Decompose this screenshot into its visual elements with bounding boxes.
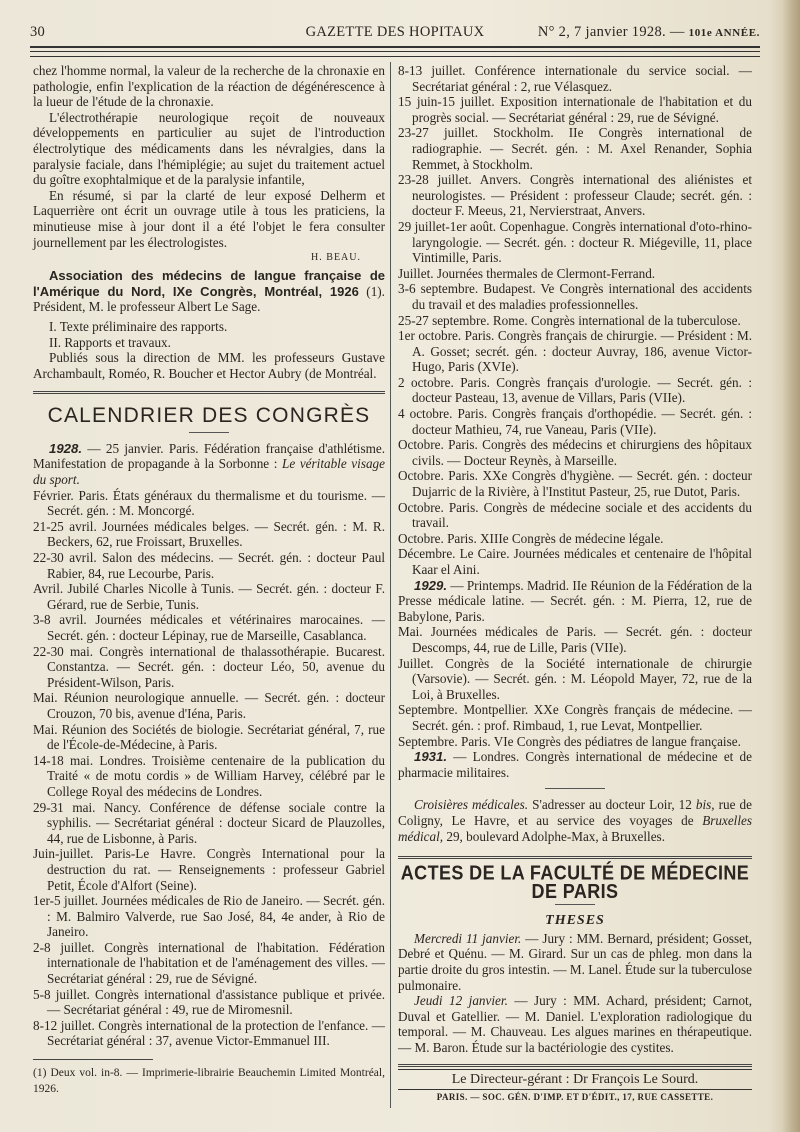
croisieres-heading: Croisières médicales. (414, 797, 529, 813)
association-item: I. Texte préliminaire des rapports. (49, 318, 228, 334)
calendar-entry: 3-8 avril. Journées médicales et vétérinaires marocaines. — Secrét. gén. : docteur Lépinay, rue de Marseille, Casablanca. (33, 612, 385, 643)
footer-rule (398, 1064, 752, 1067)
calendar-entry: Mai. Réunion neurologique annuelle. — Secrét. gén. : docteur Crouzon, 70 bis, avenue d'Iéna, Paris. (33, 690, 385, 721)
page-number: 30 (30, 24, 46, 40)
calendar-entry: Décembre. Le Caire. Journées médicales et centenaire de l'hôpital Kaar el Aini. (398, 546, 752, 577)
calendar-entry (398, 749, 752, 780)
gerant-box (398, 1069, 752, 1091)
calendar-entry: Juin-juillet. Paris-Le Havre. Congrès International pour la destruction du rat. — Renseignements : professeur Gabriel Petit, École d'Alfort (Seine). (33, 846, 385, 893)
calendar-entry: Octobre. Paris. Congrès des médecins et chirurgiens des hôpitaux civils. — Docteur Reynès, à Marseille. (398, 437, 752, 468)
entry-text: — Printemps. Madrid. IIe Réunion de la Fédération de la Presse médicale latine. — Secrét. gén. : M. Pierra, 12, rue de Babylone, Paris. (398, 577, 752, 624)
calendar-title: CALENDRIER DES CONGRÈS (47, 404, 371, 428)
header-rule-thin-2 (30, 56, 760, 57)
croisieres-paragraph (398, 797, 752, 844)
imprimerie-line: PARIS. — SOC. GÉN. D'IMP. ET D'ÉDIT., 17, RUE CASSETTE. (436, 1092, 714, 1103)
calendar-entry: Mai. Journées médicales de Paris. — Secrét. gén. : docteur Descomps, 44, rue de Lille, Paris (VIIe). (398, 624, 752, 655)
calendar-entry: 8-12 juillet. Congrès international de la protection de l'enfance. — Secrétariat général : 37, avenue Victor-Emmanuel III. (33, 1017, 385, 1049)
croisieres-bis: bis, (695, 797, 715, 813)
croisieres-text: rue de Coligny, Le Havre, et au service des voyages de (398, 797, 752, 828)
title-rule (555, 904, 595, 905)
calendar-entry: 21-25 avril. Journées médicales belges. — Secrét. gén. : M. R. Beckers, 62, rue Froissart, Bruxelles. (33, 518, 385, 550)
gerant-line: Le Directeur-gérant : Dr François Le Sourd. (451, 1071, 699, 1087)
calendar-entry: 8-13 juillet. Conférence internationale du service social. — Secrétariat général : 2, rue Vélasquez. (398, 63, 752, 94)
calendar-entry: Septembre. Montpellier. XXe Congrès français de médecine. — Secrét. gén. : prof. Rimbaud, 1, rue Levat, Montpellier. (398, 702, 752, 733)
calendar-entry (398, 578, 752, 625)
footnote-rule (33, 1059, 153, 1060)
issue-number: N° 2, 7 janvier 1928. — (537, 24, 685, 40)
calendar-entry: 25-27 septembre. Rome. Congrès international de la tuberculose. (398, 312, 741, 328)
entry-text: — Londres. Congrès international de médecine et de pharmacie militaires. (398, 749, 752, 780)
separator-rule (545, 788, 605, 789)
association-publication: Publiés sous la direction de MM. les professeurs Gustave Archambault, Roméo, R. Boucher et Hector Aubry (de Montréal. (33, 350, 385, 381)
calendar-entry: Octobre. Paris. Congrès de médecine sociale et des accidents du travail. (398, 499, 752, 531)
theses-text: — Jury : MM. Bernard, président; Gosset, Debré et Quénu. — M. Girard. Sur un cas de phleg. mon dans la partie droite du gros intestin. — M. Lanel. Étude sur la tuberculose pulmonaire. (398, 930, 752, 993)
calendar-entry: Octobre. Paris. XXe Congrès d'hygiène. — Secrét. gén. : docteur Dujarric de la Rivière, à l'Institut Pasteur, 25, rue Dutot, Paris. (398, 468, 752, 500)
theses-entry (398, 993, 752, 1055)
calendar-entry: Avril. Jubilé Charles Nicolle à Tunis. — Secrét. gén. : docteur F. Gérard, rue de Serbie, Tunis. (33, 581, 385, 612)
theses-date: Mercredi 11 janvier. (414, 930, 522, 946)
issue-year: 101e ANNÉE. (688, 27, 760, 39)
page-header (30, 24, 760, 42)
page-edge-shadow (782, 0, 800, 1132)
calendar-entry: 23-27 juillet. Stockholm. IIe Congrès international de radiographie. — Secrét. gén. : M. Axel Renander, Sophia Remmet, à Stockholm. (398, 125, 752, 172)
calendar-entry: 1er octobre. Paris. Congrès français de chirurgie. — Président : M. A. Gosset; secrét. gén. : docteur Auvray, 186, avenue Victor-Hugo, Paris (XVIe). (398, 328, 752, 375)
association-entry (33, 268, 385, 315)
calendar-entry: 14-18 mai. Londres. Troisième centenaire de la publication du Traité « de motu cordis » de William Harvey, célébré par le College Royal des médecins de Londres. (33, 752, 385, 799)
calendar-entry: Juillet. Journées thermales de Clermont-Ferrand. (398, 265, 656, 281)
header-rule-thin (30, 51, 760, 52)
year-heading: 1928. (49, 440, 83, 456)
association-title: Association des médecins de langue française de l'Amérique du Nord, IXe Congrès, Montréal, 1926 (33, 268, 385, 299)
calendar-entry: 29-31 mai. Nancy. Conférence de défense sociale contre la syphilis. — Secrétariat général : docteur Sicard de Plauzolles, 44, rue de Lisbonne, à Paris. (33, 799, 385, 846)
calendar-entry: 2 octobre. Paris. Congrès français d'urologie. — Secrét. gén. : docteur Pasteau, 13, avenue de Villars, Paris (VIIe). (398, 374, 752, 406)
footnote: (1) Deux vol. in-8. — Imprimerie-librairie Beauchemin Limited Montréal, 1926. (33, 1067, 385, 1095)
left-column (33, 63, 385, 1097)
calendar-entry (33, 441, 385, 488)
association-president: (1). Président, M. le professeur Albert Le Sage. (33, 283, 385, 315)
section-rule (33, 391, 385, 394)
calendar-entry: 22-30 mai. Congrès international de thalassothérapie. Bucarest. Constantza. — Secrét. gén. : docteur Léo, 50, avenue du Président-Wilson, Paris. (33, 643, 385, 690)
calendar-entries-1929 (398, 624, 752, 749)
review-paragraph: chez l'homme normal, la valeur de la recherche de la chronaxie en pathologie, enfin l'explication de la réaction de dégénérescence à la lueur de l'étude de la chronaxie. (33, 63, 385, 110)
theses-date: Jeudi 12 janvier. (414, 993, 508, 1009)
author-signature: H. BEAU. (311, 252, 361, 264)
calendar-entry: 2-8 juillet. Congrès international de l'habitation. Fédération internationale de l'habitation et de l'aménagement des villes. — Secrétariat général : 29, rue de Sévigné. (33, 939, 385, 987)
calendar-entry: 23-28 juillet. Anvers. Congrès international des aliénistes et neurologistes. — Président : professeur Claude; secrét. gén. : docteur F. Meeus, 21, Nervierstraat, Anvers. (398, 172, 752, 219)
calendar-entry: 5-8 juillet. Congrès international d'assistance publique et privée. — Secrétariat général : 49, rue de Miromesnil. (33, 986, 385, 1018)
theses-text: — Jury : MM. Achard, président; Carnot, Duval et Gatellier. — M. Daniel. L'exploration radiologique du temporal. — M. Chauveau. Les algues marines en thérapeutique. — M. Baron. Étude sur la bactériologie des cystites. (398, 993, 753, 1056)
calendar-entry: 15 juin-15 juillet. Exposition internationale de l'habitation et du progrès social. — Secrétariat général : 29, rue de Sévigné. (398, 94, 752, 125)
croisieres-text: 29, boulevard Adolphe-Max, à Bruxelles. (443, 828, 665, 844)
calendar-entry: Octobre. Paris. XIIIe Congrès de médecine légale. (398, 530, 664, 546)
calendar-entry: Mai. Réunion des Sociétés de biologie. Secrétariat général, 7, rue de l'École-de-Médecine, à Paris. (33, 721, 385, 753)
year-heading: 1929. (414, 577, 448, 593)
entry-italic: Le véritable visage du sport. (33, 456, 385, 488)
calendar-entries-right (398, 63, 752, 578)
theses-entry (398, 931, 752, 993)
year-heading: 1931. (414, 749, 448, 765)
entry-text: — 25 janvier. Paris. Fédération française d'athlétisme. Manifestation de propagande à la Sorbonne : (33, 440, 385, 472)
croisieres-text: S'adresser au docteur Loir, 12 (528, 797, 696, 813)
header-rule (30, 46, 760, 48)
review-paragraph: En résumé, si par la clarté de leur exposé Delherm et Laquerrière ont écrit un ouvrage utile à tous les praticiens, la minutieuse mise à jour dont il a été l'objet le fera consulter journellement par les électrologistes. (33, 187, 385, 250)
calendar-entries-left (33, 488, 385, 1049)
calendar-entry: 1er-5 juillet. Journées médicales de Rio de Janeiro. — Secrét. gén. : M. Balmiro Valverde, rue Sao José, 84, 4e ander, à Rio de Janeiro. (33, 893, 385, 940)
section-rule (398, 856, 752, 859)
faculte-title: ACTES DE LA FACULTÉ DE MÉDECINE DE PARIS (400, 861, 750, 903)
signature-line (33, 250, 385, 265)
right-column (398, 63, 752, 1106)
calendar-entry: 3-6 septembre. Budapest. Ve Congrès international des accidents du travail et des maladies professionnelles. (398, 281, 752, 312)
calendar-entry: 22-30 avril. Salon des médecins. — Secrét. gén. : docteur Paul Rabier, 84, rue Lecourbe, Paris. (33, 550, 385, 581)
calendar-entry: Juillet. Congrès de la Société internationale de chirurgie (Varsovie). — Secrét. gén. : M. Léopold Mayer, 72, rue de la Loi, à Bruxelles. (398, 655, 752, 702)
association-item: II. Rapports et travaux. (49, 334, 171, 350)
croisieres-journal: Bruxelles médical, (398, 812, 752, 844)
column-divider (390, 62, 391, 1108)
journal-title: GAZETTE DES HOPITAUX (305, 24, 485, 40)
issue-info (538, 24, 760, 41)
review-paragraph: L'électrothérapie neurologique reçoit de nouveaux développements en particulier au sujet de l'introduction électrolytique des médicaments dans les névralgies, dans la paralysie faciale, dans l'hémiplégie; au sujet du traitement actuel du goître exophtalmique et de la paralysie infantile, (33, 109, 385, 188)
calendar-entry: Février. Paris. États généraux du thermalisme et du tourisme. — Secrét. gén. : M. Moncorgé. (33, 487, 385, 519)
theses-title: THESES (545, 913, 605, 929)
calendar-entry: Septembre. Paris. VIe Congrès des pédiatres de langue française. (398, 733, 741, 749)
calendar-entry: 4 octobre. Paris. Congrès français d'orthopédie. — Secrét. gén. : docteur Mathieu, 74, rue Vaneau, Paris (VIIe). (398, 406, 752, 437)
calendar-entry: 29 juillet-1er août. Copenhague. Congrès international d'oto-rhino-laryngologie. — Secrét. gén. : docteur R. Miégeville, 11, place Vintimille, Paris. (398, 218, 752, 266)
title-rule (189, 432, 229, 433)
